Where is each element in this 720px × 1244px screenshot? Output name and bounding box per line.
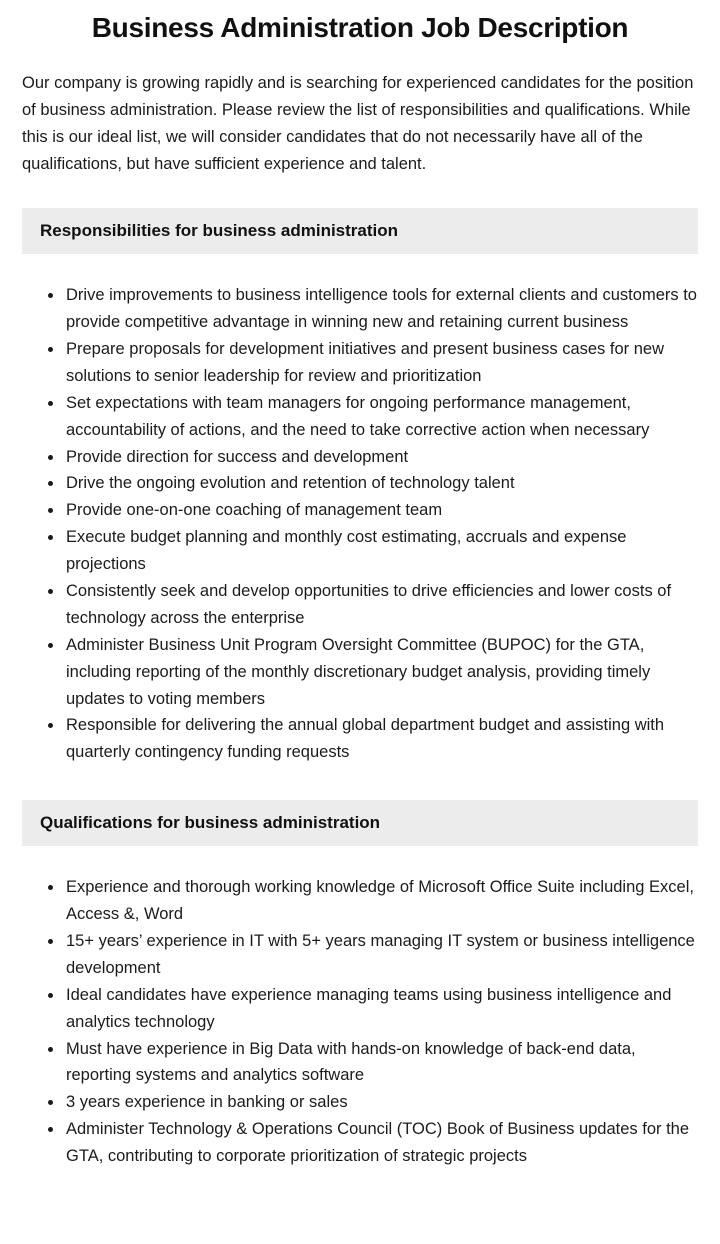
intro-paragraph: Our company is growing rapidly and is searching for experienced candidates for the position of business administration. Please review the list of responsibilities and qualifications. While this is our ideal list, we will consider candidates that do not necessarily have all of the qualifications, but have sufficient experience and talent. [22, 74, 694, 174]
list-item: • Administer Technology & Operations Council (TOC) Book of Business updates for the GTA, contributing to corporate prioritization of strategic projects [64, 1116, 698, 1170]
qualifications-list [22, 874, 698, 1170]
list-item: • Consistently seek and develop opportunities to drive efficiencies and lower costs of technology across the enterprise [64, 578, 698, 632]
list-item: • Provide direction for success and development [64, 444, 698, 471]
list-item: • Provide one-on-one coaching of management team [64, 497, 698, 524]
responsibilities-section [22, 208, 698, 766]
list-item: • Must have experience in Big Data with hands-on knowledge of back-end data, reporting systems and analytics software [64, 1036, 698, 1090]
list-item: • 3 years experience in banking or sales [64, 1089, 698, 1116]
list-item: • Responsible for delivering the annual global department budget and assisting with quarterly contingency funding requests [64, 712, 698, 766]
responsibilities-list [22, 282, 698, 766]
page-title: Business Administration Job Description [91, 12, 629, 43]
list-item: • 15+ years’ experience in IT with 5+ years managing IT system or business intelligence development [64, 928, 698, 982]
list-item: • Ideal candidates have experience managing teams using business intelligence and analytics technology [64, 982, 698, 1036]
qualifications-section [22, 800, 698, 1170]
responsibilities-heading: Responsibilities for business administration [22, 208, 698, 254]
list-item: • Drive improvements to business intelligence tools for external clients and customers to provide competitive advantage in winning new and retaining current business [64, 282, 698, 336]
list-item: • Experience and thorough working knowledge of Microsoft Office Suite including Excel, Access &, Word [64, 874, 698, 928]
list-item: • Execute budget planning and monthly cost estimating, accruals and expense projections [64, 524, 698, 578]
list-item: • Administer Business Unit Program Oversight Committee (BUPOC) for the GTA, including reporting of the monthly discretionary budget analysis, providing timely updates to voting members [64, 632, 698, 713]
list-item: • Drive the ongoing evolution and retention of technology talent [64, 470, 698, 497]
qualifications-heading: Qualifications for business administration [22, 800, 698, 846]
list-item: • Prepare proposals for development initiatives and present business cases for new solutions to senior leadership for review and prioritization [64, 336, 698, 390]
list-item: • Set expectations with team managers for ongoing performance management, accountability of actions, and the need to take corrective action when necessary [64, 390, 698, 444]
